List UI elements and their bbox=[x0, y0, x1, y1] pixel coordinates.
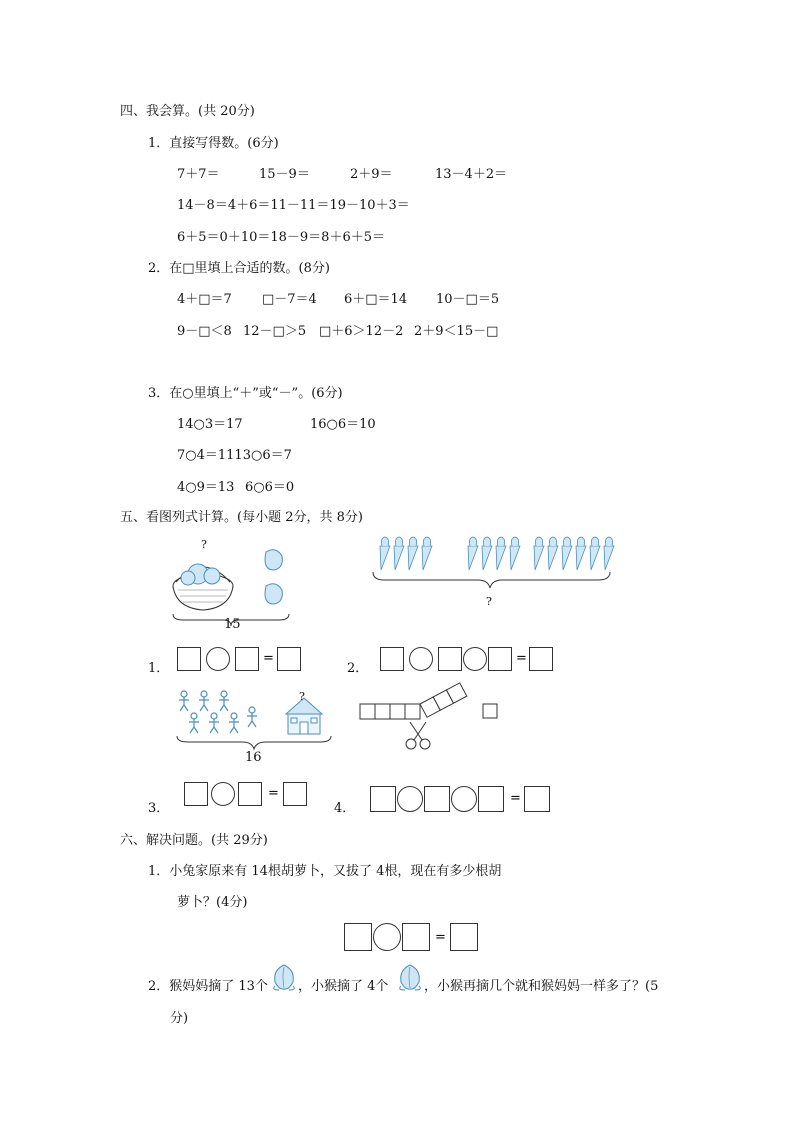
equals-sign: = bbox=[268, 786, 279, 801]
carrot bbox=[380, 546, 390, 570]
q2-item: 10－□＝5 bbox=[436, 292, 500, 307]
q2-part2: ，小猴摘了 4个 bbox=[298, 979, 389, 994]
label-3: 3． bbox=[148, 801, 170, 816]
fig1-question: ? bbox=[201, 538, 207, 551]
carrot bbox=[548, 546, 558, 570]
person-head bbox=[191, 713, 197, 719]
q1-item: 13－4＋2＝ bbox=[435, 167, 508, 182]
answer-circle[interactable] bbox=[373, 923, 401, 951]
answer-box[interactable] bbox=[438, 647, 462, 671]
q3-item: 4○9＝13 bbox=[177, 480, 235, 495]
answer-box[interactable] bbox=[402, 923, 430, 951]
answer-box[interactable] bbox=[488, 647, 512, 671]
answer-circle[interactable] bbox=[206, 647, 230, 671]
carrot-leaf bbox=[381, 537, 388, 546]
q2-item: 4＋□＝7 bbox=[177, 292, 232, 307]
section6-title: 六、解决问题。(共 29分) bbox=[120, 833, 268, 848]
carrot bbox=[604, 546, 614, 570]
carrot bbox=[534, 546, 544, 570]
answer-circle[interactable] bbox=[409, 647, 433, 671]
carrot-leaf bbox=[549, 537, 556, 546]
carrot-leaf bbox=[591, 537, 598, 546]
person-body bbox=[179, 697, 189, 711]
label-1: 1． bbox=[148, 661, 170, 676]
peach-icon bbox=[397, 962, 423, 992]
q1-item: 2＋9＝ bbox=[350, 167, 393, 182]
answer-circle[interactable] bbox=[211, 782, 235, 806]
answer-circle[interactable] bbox=[397, 786, 423, 812]
person-body bbox=[209, 719, 219, 733]
q3-item: 14○3＝17 bbox=[177, 417, 243, 432]
answer-box[interactable] bbox=[235, 647, 259, 671]
answer-box[interactable] bbox=[283, 782, 307, 806]
person-head bbox=[211, 713, 217, 719]
q3-title: 3．在○里填上“＋”或“－”。(6分) bbox=[148, 386, 343, 401]
answer-box[interactable] bbox=[344, 923, 372, 951]
answer-box[interactable] bbox=[177, 647, 201, 671]
fig3-question: ? bbox=[299, 690, 305, 703]
carrot-leaf bbox=[409, 537, 416, 546]
person-body bbox=[199, 697, 209, 711]
fig1-total: 15 bbox=[224, 617, 241, 632]
carrot-leaf bbox=[563, 537, 570, 546]
answer-box[interactable] bbox=[478, 786, 504, 812]
person-head bbox=[201, 691, 207, 697]
answer-box[interactable] bbox=[238, 782, 262, 806]
section4-title: 四、我会算。(共 20分) bbox=[120, 104, 255, 119]
q1-line2: 萝卜？(4分) bbox=[177, 895, 248, 910]
person-body bbox=[189, 719, 199, 733]
q2-item: 6＋□＝14 bbox=[344, 292, 408, 307]
q2-item: 9－□＜8 bbox=[177, 324, 232, 339]
q3-item: 16○6＝10 bbox=[310, 417, 376, 432]
label-4: 4． bbox=[334, 801, 356, 816]
answer-box[interactable] bbox=[184, 782, 208, 806]
answer-box[interactable] bbox=[524, 786, 550, 812]
q1-item: 7＋7＝ bbox=[177, 167, 220, 182]
equals-sign: = bbox=[263, 651, 274, 666]
peach-icon bbox=[271, 962, 297, 992]
person-body bbox=[219, 697, 229, 711]
answer-box[interactable] bbox=[370, 786, 396, 812]
q1-row2: 14－8＝4＋6＝11－11＝19－10＋3＝ bbox=[177, 198, 410, 213]
answer-circle[interactable] bbox=[463, 647, 487, 671]
carrot-leaf bbox=[483, 537, 490, 546]
answer-circle[interactable] bbox=[451, 786, 477, 812]
carrot-leaf bbox=[605, 537, 612, 546]
answer-box[interactable] bbox=[450, 923, 478, 951]
carrot bbox=[408, 546, 418, 570]
q2-part3: ，小猴再摘几个就和猴妈妈一样多了？(5 bbox=[424, 979, 659, 994]
carrot-leaf bbox=[511, 537, 518, 546]
carrot bbox=[496, 546, 506, 570]
carrot bbox=[482, 546, 492, 570]
fig3-total: 16 bbox=[245, 750, 262, 765]
carrots-figure bbox=[370, 536, 620, 596]
carrot bbox=[590, 546, 600, 570]
q3-row2: 7○4＝1113○6＝7 bbox=[177, 448, 292, 463]
person-head bbox=[249, 707, 255, 713]
q2-line2: 分) bbox=[170, 1011, 189, 1026]
carrot-leaf bbox=[423, 537, 430, 546]
answer-box[interactable] bbox=[529, 647, 553, 671]
carrot bbox=[562, 546, 572, 570]
carrot-leaf bbox=[535, 537, 542, 546]
carrot-leaf bbox=[497, 537, 504, 546]
equals-sign: = bbox=[510, 791, 521, 806]
q2-part1: 2．猴妈妈摘了 13个 bbox=[148, 979, 268, 994]
carrot bbox=[394, 546, 404, 570]
q1-line1: 1．小兔家原来有 14根胡萝卜，又拔了 4根，现在有多少根胡 bbox=[148, 864, 502, 879]
person-body bbox=[229, 719, 239, 733]
carrot-leaf bbox=[395, 537, 402, 546]
carrot bbox=[510, 546, 520, 570]
answer-box[interactable] bbox=[277, 647, 301, 671]
fig2-question: ? bbox=[486, 595, 492, 608]
carrot bbox=[576, 546, 586, 570]
carrot bbox=[422, 546, 432, 570]
q2-item: □－7＝4 bbox=[262, 292, 317, 307]
q3-item: 6○6＝0 bbox=[245, 480, 295, 495]
equals-sign: = bbox=[516, 651, 527, 666]
strip-scissors-figure bbox=[358, 686, 503, 756]
q1-item: 15－9＝ bbox=[259, 167, 310, 182]
q2-item: 2＋9＜15－□ bbox=[414, 324, 499, 339]
section5-title: 五、看图列式计算。(每小题 2分，共 8分) bbox=[120, 510, 363, 525]
q2-item: 12－□＞5 bbox=[243, 324, 307, 339]
answer-box[interactable] bbox=[380, 647, 404, 671]
person-head bbox=[221, 691, 227, 697]
person-body bbox=[247, 713, 257, 727]
person-head bbox=[231, 713, 237, 719]
equals-sign: = bbox=[435, 930, 446, 945]
carrot bbox=[468, 546, 478, 570]
person-head bbox=[181, 691, 187, 697]
carrot-leaf bbox=[577, 537, 584, 546]
carrot-leaf bbox=[469, 537, 476, 546]
answer-box[interactable] bbox=[424, 786, 450, 812]
label-2: 2． bbox=[347, 661, 369, 676]
q1-row3: 6＋5＝0＋10＝18－9＝8＋6＋5＝ bbox=[177, 230, 385, 245]
q2-title: 2．在□里填上合适的数。(8分) bbox=[148, 261, 330, 276]
q1-title: 1．直接写得数。(6分) bbox=[148, 136, 279, 151]
q2-item: □＋6＞12－2 bbox=[319, 324, 404, 339]
